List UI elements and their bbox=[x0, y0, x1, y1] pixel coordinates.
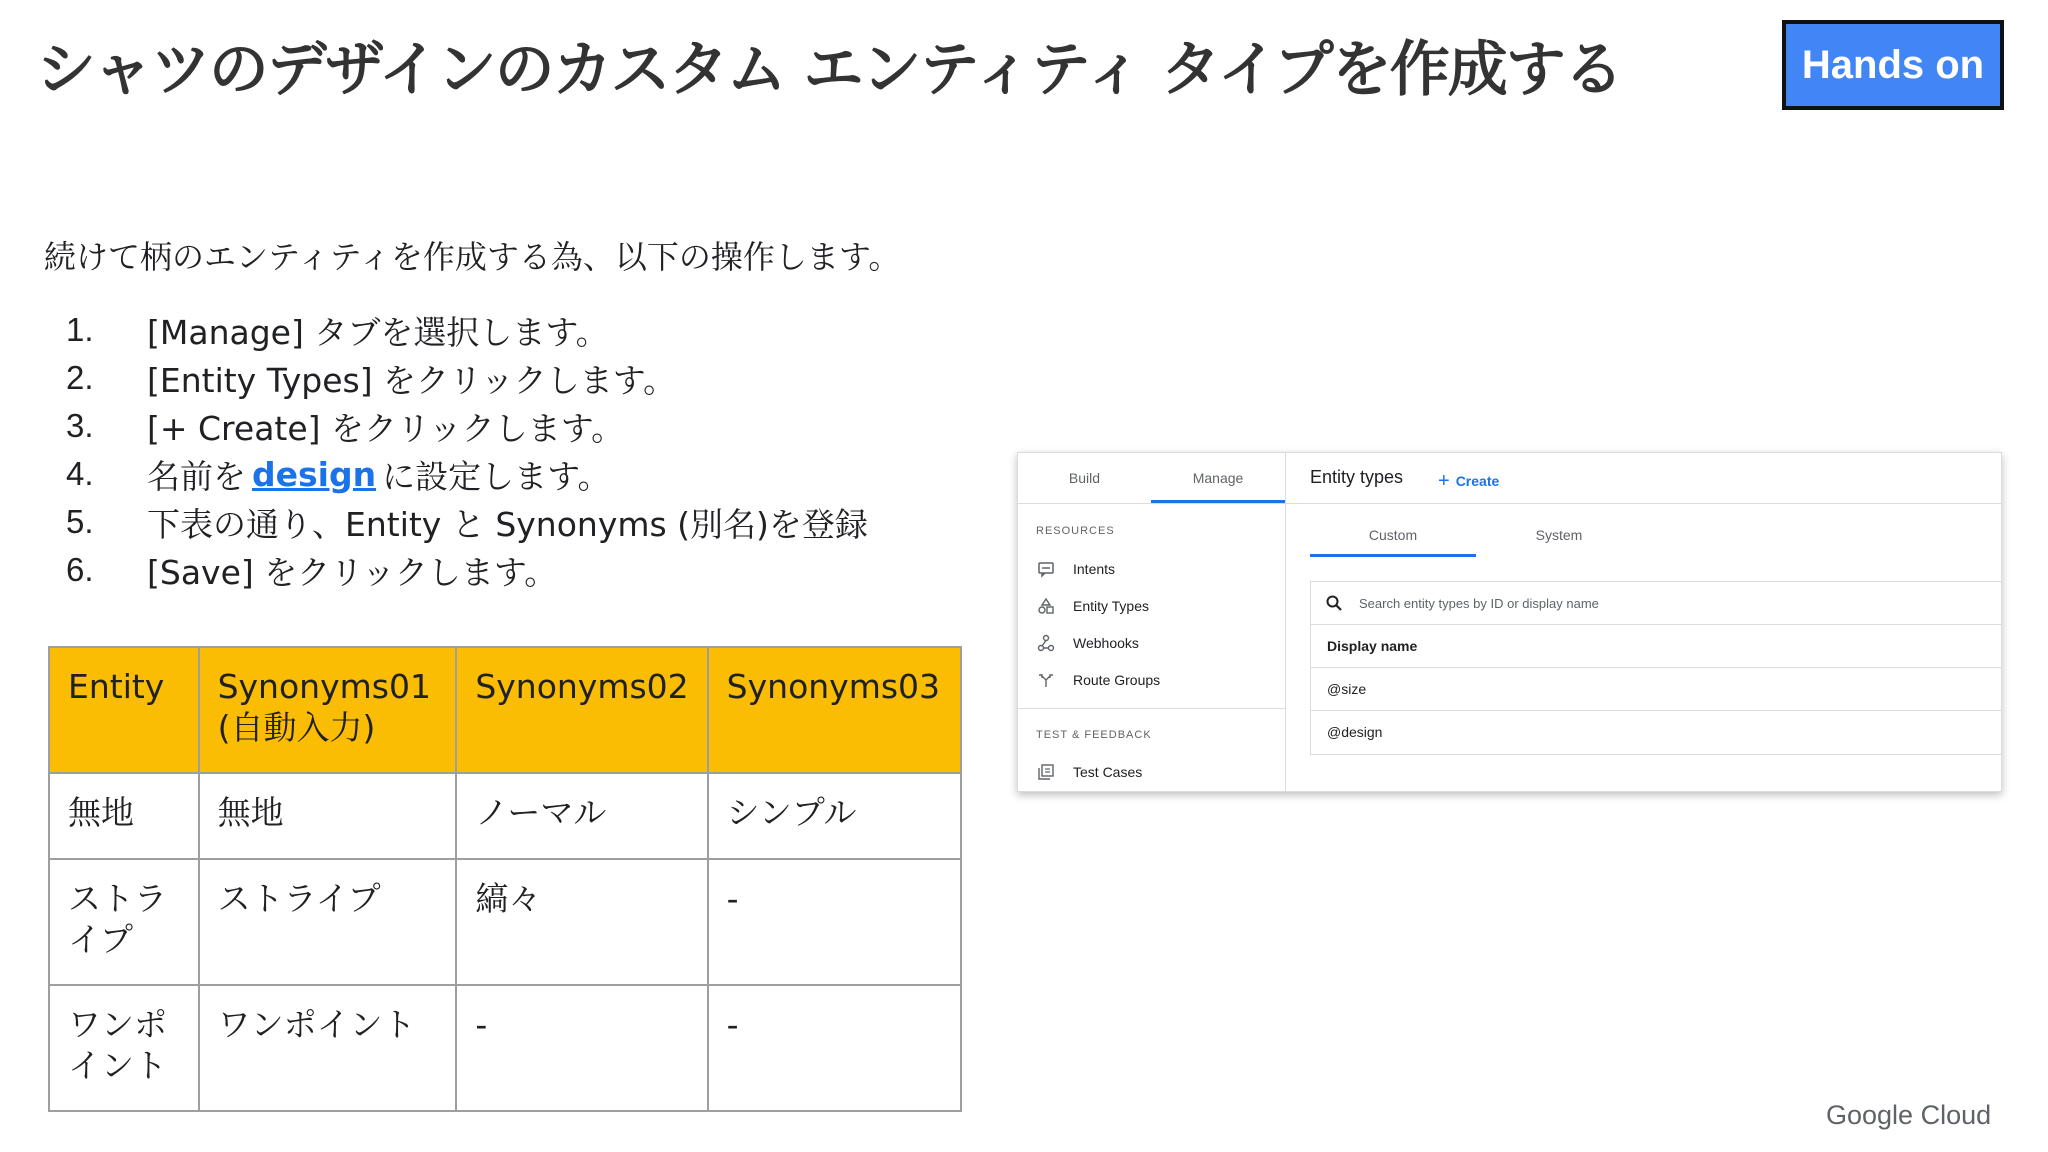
step-number: 3. bbox=[66, 407, 94, 444]
table-cell: - bbox=[708, 985, 961, 1111]
chat-icon bbox=[1036, 559, 1056, 579]
step-item bbox=[66, 498, 868, 546]
step-text: [Save] をクリックします。 bbox=[147, 552, 558, 592]
step-text: 下表の通り、Entity と Synonyms (別名)を登録 bbox=[147, 504, 868, 544]
sidebar-item-test-cases[interactable] bbox=[1036, 760, 1142, 784]
sidebar-item-label: Route Groups bbox=[1073, 672, 1161, 688]
table-cell: ストライプ bbox=[49, 859, 199, 985]
step-item bbox=[66, 354, 868, 402]
test-feedback-section-label: TEST & FEEDBACK bbox=[1036, 729, 1152, 741]
synonyms-table bbox=[48, 646, 962, 1112]
step-text: [+ Create] をクリックします。 bbox=[147, 408, 625, 448]
shapes-icon bbox=[1036, 596, 1056, 616]
page-title: シャツのデザインのカスタム エンティティ タイプを作成する bbox=[36, 35, 1622, 105]
sidebar-item-route-groups[interactable] bbox=[1036, 668, 1160, 692]
sidebar-item-label: Webhooks bbox=[1073, 635, 1139, 651]
table-header-cell: Synonyms02 bbox=[456, 647, 707, 773]
panel-header bbox=[1286, 453, 2001, 504]
step-number: 5. bbox=[66, 503, 94, 540]
design-link[interactable]: design bbox=[252, 454, 377, 494]
step-number: 2. bbox=[66, 359, 94, 396]
library-icon bbox=[1036, 762, 1056, 782]
tab-custom[interactable]: Custom bbox=[1310, 513, 1476, 557]
search-icon bbox=[1325, 594, 1343, 612]
step-text: [Manage] タブを選択します。 bbox=[147, 312, 609, 352]
step-text-post: に設定します。 bbox=[382, 456, 611, 496]
step-item bbox=[66, 450, 868, 498]
tab-manage[interactable]: Manage bbox=[1151, 453, 1285, 503]
console-sidebar bbox=[1018, 453, 1286, 791]
table-header-cell: Entity bbox=[49, 647, 199, 773]
sidebar-item-label: Entity Types bbox=[1073, 598, 1150, 614]
table-cell: - bbox=[708, 859, 961, 985]
search-input[interactable] bbox=[1357, 595, 1861, 612]
table-row bbox=[49, 985, 961, 1111]
step-item bbox=[66, 546, 868, 594]
column-header-display-name[interactable]: Display name bbox=[1311, 625, 2001, 668]
console-screenshot bbox=[1017, 452, 2002, 792]
sidebar-item-entity-types[interactable] bbox=[1036, 594, 1149, 618]
table-cell: ストライプ bbox=[199, 859, 457, 985]
sidebar-item-label: Test Cases bbox=[1073, 764, 1143, 780]
google-cloud-logo: Google Cloud bbox=[1826, 1100, 1992, 1130]
panel-title: Entity types bbox=[1310, 467, 1404, 487]
table-header-row bbox=[49, 647, 961, 773]
plus-icon: + bbox=[1438, 470, 1450, 492]
console-mode-tabs bbox=[1018, 453, 1285, 504]
table-cell: - bbox=[456, 985, 707, 1111]
table-row bbox=[49, 773, 961, 859]
entity-types-list bbox=[1310, 581, 2001, 755]
create-button[interactable] bbox=[1438, 469, 1499, 492]
sidebar-item-label: Intents bbox=[1073, 561, 1116, 577]
table-row[interactable]: @design bbox=[1327, 724, 1383, 740]
tab-system[interactable]: System bbox=[1535, 527, 1583, 543]
sidebar-item-webhooks[interactable] bbox=[1036, 631, 1139, 655]
resources-section-label: RESOURCES bbox=[1036, 525, 1115, 537]
entity-types-panel bbox=[1286, 453, 2001, 791]
table-cell: ワンポイント bbox=[199, 985, 457, 1111]
table-header-cell: Synonyms03 bbox=[708, 647, 961, 773]
search-bar bbox=[1311, 582, 2001, 625]
create-label: Create bbox=[1455, 473, 1500, 489]
hands-on-badge: Hands on bbox=[1782, 20, 2004, 110]
table-row bbox=[49, 859, 961, 985]
table-cell: ノーマル bbox=[456, 773, 707, 859]
table-row[interactable]: @size bbox=[1311, 668, 2001, 711]
step-text-pre: 名前を bbox=[147, 456, 246, 496]
step-item bbox=[66, 402, 868, 450]
table-cell: 無地 bbox=[49, 773, 199, 859]
table-cell: 縞々 bbox=[456, 859, 707, 985]
sidebar-item-intents[interactable] bbox=[1036, 557, 1115, 581]
step-number: 1. bbox=[66, 311, 94, 348]
steps-list bbox=[66, 306, 868, 594]
sidebar-divider bbox=[1018, 708, 1285, 709]
tab-build[interactable]: Build bbox=[1068, 470, 1101, 486]
step-item bbox=[66, 306, 868, 354]
step-text: [Entity Types] をクリックします。 bbox=[147, 360, 677, 400]
webhook-icon bbox=[1036, 633, 1056, 653]
table-cell: ワンポイント bbox=[49, 985, 199, 1111]
step-number: 6. bbox=[66, 551, 94, 588]
step-number: 4. bbox=[66, 455, 94, 492]
table-cell: シンプル bbox=[708, 773, 961, 859]
intro-text: 続けて柄のエンティティを作成する為、以下の操作します。 bbox=[44, 238, 901, 276]
table-cell: 無地 bbox=[199, 773, 457, 859]
fork-icon bbox=[1036, 670, 1056, 690]
table-header-cell: Synonyms01 (自動入力) bbox=[199, 647, 457, 773]
